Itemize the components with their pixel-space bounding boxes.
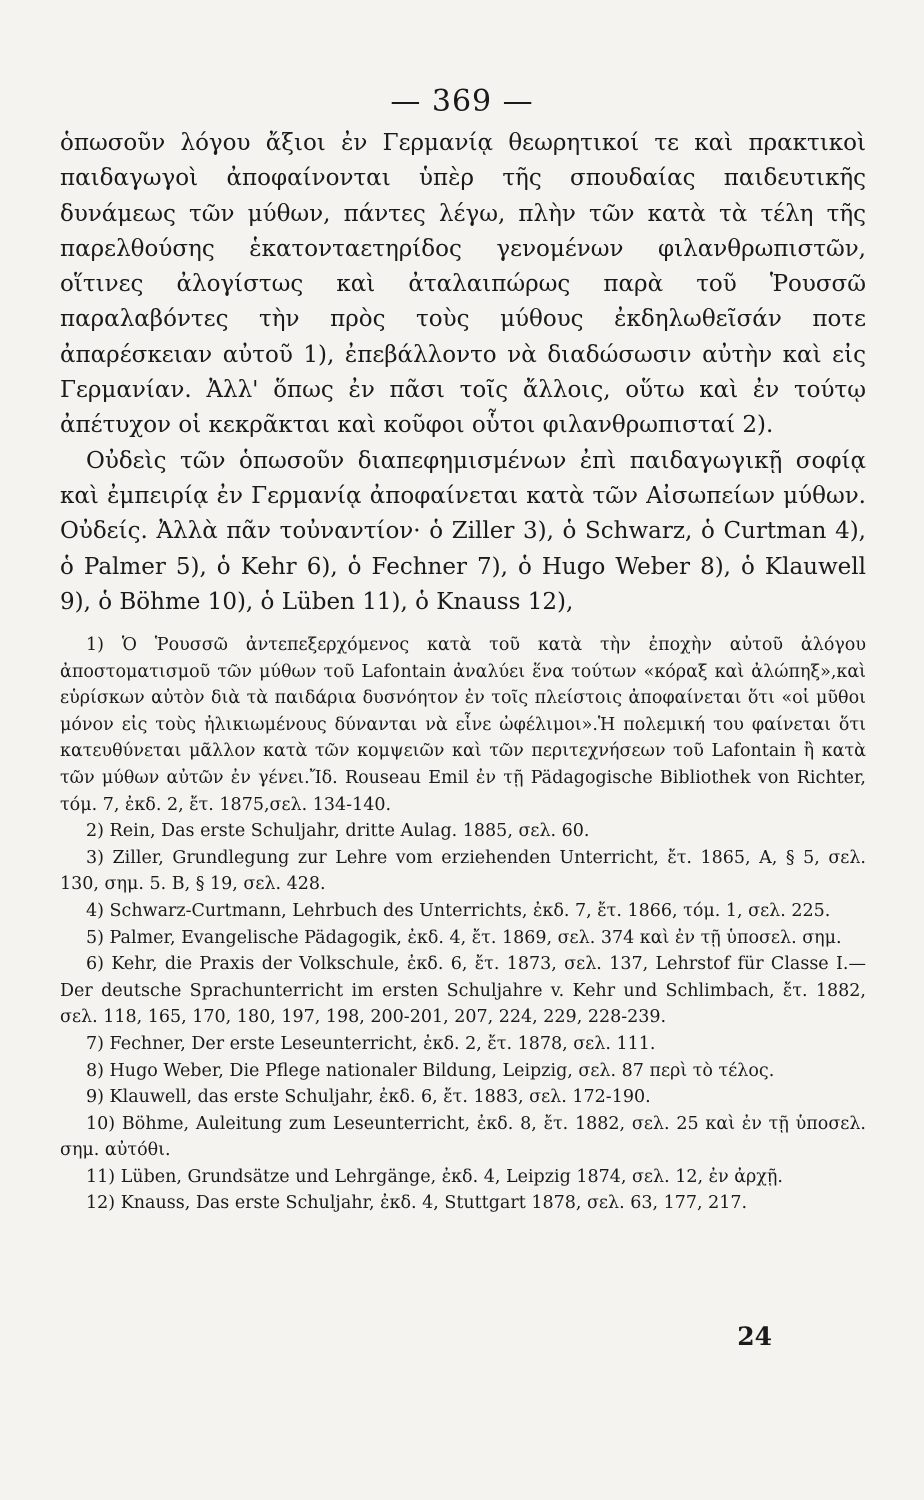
footnote-text: Fechner, Der erste Leseunterricht, ἐκδ. 2, ἔτ. 1878, σελ. 111. <box>109 1033 656 1054</box>
footnote-number: 11) <box>86 1166 116 1187</box>
footnote <box>60 632 866 818</box>
main-body-text <box>60 126 866 620</box>
footnote-text: Rein, Das erste Schuljahr, dritte Aulag. 1885, σελ. 60. <box>109 821 590 842</box>
footnote-number: 12) <box>86 1193 116 1214</box>
signature-mark: 24 <box>737 1322 772 1351</box>
footnote-number: 4) <box>86 900 104 921</box>
footnote-text: Knauss, Das erste Schuljahr, ἐκδ. 4, Stuttgart 1878, σελ. 63, 177, 217. <box>120 1193 748 1214</box>
footnote-text: Kehr, die Praxis der Volkschule, ἐκδ. 6, ἔτ. 1873, σελ. 137, Lehrstof für Classe I.— Der deutsche Sprachunterricht im ersten Schuljahre v. Kehr und Schlimbach, ἔτ. 1882, σελ. 118, 165, 170, 180, 197, 198, 200-201, 207, 224, 229, 228-239. <box>60 954 866 1028</box>
footnote <box>60 1058 866 1085</box>
footnote <box>60 951 866 1031</box>
footnote-number: 2) <box>86 821 104 842</box>
footnote <box>60 898 866 925</box>
footnote-number: 6) <box>86 954 104 975</box>
footnote <box>60 925 866 952</box>
footnote <box>60 1190 866 1217</box>
footnote <box>60 1164 866 1191</box>
paragraph-1: ὁπωσοῦν λόγου ἄξιοι ἐν Γερμανίᾳ θεωρητικοί τε καὶ πρακτικοὶ παιδαγωγοὶ ἀποφαίνονται ὑπὲρ τῆς σπουδαίας παιδευτικῆς δυνάμεως τῶν μύθων, πάντες λέγω, πλὴν τῶν κατὰ τὰ τέλη τῆς παρελθούσης ἑκατονταετηρίδος γενομένων φιλανθρωπιστῶν, οἵτινες ἀλογίστως καὶ ἀταλαιπώρως παρὰ τοῦ Ῥουσσῶ παραλαβόντες τὴν πρὸς τοὺς μύθους ἐκδηλωθεῖσάν ποτε ἀπαρέσκειαν αὐτοῦ 1), ἐπεβάλλοντο νὰ διαδώσωσιν αὐτὴν καὶ εἰς Γερμανίαν. Ἀλλ' ὅπως ἐν πᾶσι τοῖς ἄλλοις, οὕτω καὶ ἐν τούτῳ ἀπέτυχον οἱ κεκρᾶκται καὶ κοῦφοι οὗτοι φιλανθρωπισταί 2). <box>60 130 866 439</box>
footnote-number: 3) <box>86 847 104 868</box>
footnote-text: Schwarz-Curtmann, Lehrbuch des Unterrichts, ἐκδ. 7, ἔτ. 1866, τόμ. 1, σελ. 225. <box>109 900 831 921</box>
footnote-text: Böhme, Auleitung zum Leseunterricht, ἐκδ. 8, ἔτ. 1882, σελ. 25 καὶ ἐν τῇ ὑποσελ. σημ. αὐτόθι. <box>60 1113 866 1161</box>
footnote-text: Klauwell, das erste Schuljahr, ἐκδ. 6, ἔτ. 1883, σελ. 172-190. <box>109 1087 651 1108</box>
footnote-text: Hugo Weber, Die Pflege nationaler Bildung, Leipzig, σελ. 87 περὶ τὸ τέλος. <box>109 1060 775 1081</box>
footnote-number: 7) <box>86 1033 104 1054</box>
footnote <box>60 1111 866 1164</box>
paragraph-2: Οὐδεὶς τῶν ὁπωσοῦν διαπεφημισμένων ἐπὶ παιδαγωγικῇ σοφίᾳ καὶ ἐμπειρίᾳ ἐν Γερμανίᾳ ἀποφαίνεται κατὰ τῶν Αἰσωπείων μύθων. Οὐδείς. Ἀλλὰ πᾶν τοὐναντίον· ὁ Ziller 3), ὁ Schwarz, ὁ Curtman 4), ὁ Palmer 5), ὁ Kehr 6), ὁ Fechner 7), ὁ Hugo Weber 8), ὁ Klauwell 9), ὁ Böhme 10), ὁ Lüben 11), ὁ Knauss 12), <box>60 447 866 615</box>
footnotes <box>60 632 866 1217</box>
footnote-number: 1) <box>86 635 104 655</box>
footnote-text: Palmer, Evangelische Pädagogik, ἐκδ. 4, ἔτ. 1869, σελ. 374 καὶ ἐν τῇ ὑποσελ. σημ. <box>109 927 842 948</box>
page-number: — 369 — <box>390 84 534 119</box>
footnote <box>60 845 866 898</box>
footnote-number: 8) <box>86 1060 104 1081</box>
footnote-text: Ziller, Grundlegung zur Lehre vom erziehenden Unterricht, ἔτ. 1865, A, § 5, σελ. 130, σημ. 5. B, § 19, σελ. 428. <box>60 847 866 895</box>
footnote-number: 10) <box>86 1113 116 1134</box>
footnote <box>60 1084 866 1111</box>
footnote <box>60 1031 866 1058</box>
footnote-number: 5) <box>86 927 104 948</box>
footnote-text: Ὁ Ῥουσσῶ ἀντεπεξερχόμενος κατὰ τοῦ κατὰ τὴν ἐποχὴν αὐτοῦ ἀλόγου ἀποστοματισμοῦ τῶν μύθων τοῦ Lafontain ἀναλύει ἕνα τούτων «κόραξ καὶ ἀλώπηξ»,καὶ εὑρίσκων αὐτὸν διὰ τὰ παιδάρια δυσνόητον ἐν τοῖς πλείστοις ἀποφαίνεται ὅτι «οἱ μῦθοι μόνον εἰς τοὺς ἠλικιωμένους δύνανται νὰ εἶνε ὠφέλιμοι».Ἡ πολεμική του φαίνεται ὅτι κατευθύνεται μᾶλλον κατὰ τῶν κομψειῶν καὶ τῶν περιτεχνήσεων τοῦ Lafontain ἢ κατὰ τῶν μύθων αὐτῶν ἐν γένει.Ἴδ. Rouseau Emil ἐν τῇ Pädagogische Bibliothek von Richter, τόμ. 7, ἐκδ. 2, ἔτ. 1875,σελ. 134-140. <box>60 635 866 815</box>
footnote <box>60 818 866 845</box>
footnote-text: Lüben, Grundsätze und Lehrgänge, ἐκδ. 4, Leipzig 1874, σελ. 12, ἐν ἀρχῇ. <box>120 1166 783 1187</box>
footnote-number: 9) <box>86 1087 104 1108</box>
